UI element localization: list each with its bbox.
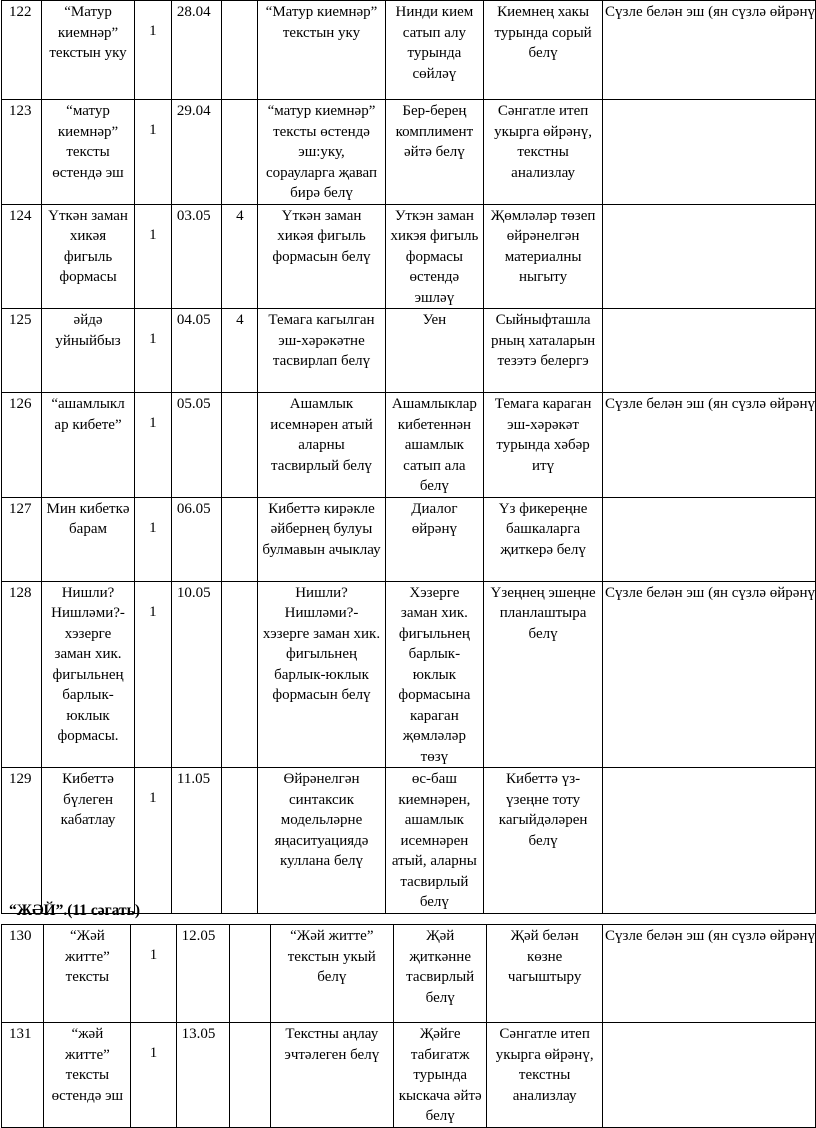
- skill-cognitive-cell: Сүзле белән эш (ян сүзлә өйрәнү: [603, 393, 816, 498]
- hours-count-cell: 1: [131, 1023, 176, 1128]
- skill-communicative-cell: Ашамлыклар кибетеннән ашамлык сатып ала белү: [385, 393, 484, 498]
- skill-cognitive-cell: [603, 497, 816, 581]
- skill-regulative-cell: Үз фикереңне башкаларга җиткерә белү: [484, 497, 603, 581]
- row-number-cell: 128: [2, 581, 42, 768]
- lesson-topic-cell: Нишли? Нишләми?- хэзерге заман хик. фигыльнең барлык- юклык формасы.: [42, 581, 135, 768]
- lesson-extra-cell: [222, 393, 258, 498]
- skill-cognitive-cell: [602, 1023, 815, 1128]
- lesson-topic-cell: әйдә уйныйбыз: [42, 309, 135, 393]
- lesson-date-cell: 12.05: [176, 925, 229, 1023]
- skill-communicative-cell: Җәй җиткәнне тасвирлый белү: [394, 925, 487, 1023]
- skill-cognitive-cell: [603, 309, 816, 393]
- lesson-content-cell: “Жәй житте” текстын укый белү: [270, 925, 394, 1023]
- table-row: [2, 581, 816, 768]
- lesson-extra-cell: [229, 1023, 270, 1128]
- lesson-topic-cell: “жәй житте” тексты өстендә эш: [44, 1023, 131, 1128]
- table-row: [2, 497, 816, 581]
- lesson-extra-cell: 4: [222, 309, 258, 393]
- lesson-date-cell: 28.04: [171, 1, 221, 100]
- lesson-date-cell: 11.05: [171, 768, 221, 914]
- hours-count-cell: 1: [134, 204, 171, 309]
- skill-communicative-cell: Бер-берең комплимент әйтә белү: [385, 100, 484, 205]
- skill-cognitive-cell: [603, 100, 816, 205]
- skill-cognitive-cell: [603, 768, 816, 914]
- lesson-content-cell: “матур киемнәр” тексты өстендә эш:уку, сорауларга җавап бирә белү: [258, 100, 385, 205]
- hours-count-cell: 1: [134, 768, 171, 914]
- lesson-topic-cell: “ашамлыкл ар кибете”: [42, 393, 135, 498]
- lesson-date-cell: 10.05: [171, 581, 221, 768]
- lesson-extra-cell: [222, 581, 258, 768]
- skill-regulative-cell: Үзеңнең эшеңне планлаштыра белү: [484, 581, 603, 768]
- skill-communicative-cell: Диалог өйрәнү: [385, 497, 484, 581]
- row-number-cell: 122: [2, 1, 42, 100]
- section-title: “ЖӘЙ”.(11 сәгать): [9, 902, 141, 919]
- hours-count-cell: 1: [134, 393, 171, 498]
- row-number-cell: 126: [2, 393, 42, 498]
- lesson-content-cell: Текстны аңлау эчтәлеген белү: [270, 1023, 394, 1128]
- row-number-cell: 125: [2, 309, 42, 393]
- skill-regulative-cell: Җөмләләр төзеп өйрәнелгән материалны ныгыту: [484, 204, 603, 309]
- lesson-date-cell: 04.05: [171, 309, 221, 393]
- skill-regulative-cell: Сыйныфташла рның хаталарын тезэтэ белергэ: [484, 309, 603, 393]
- table-row: [2, 1023, 816, 1128]
- lesson-topic-cell: Мин кибеткә барам: [42, 497, 135, 581]
- lesson-content-cell: Үткән заман хикәя фигыль формасын белү: [258, 204, 385, 309]
- table-row: [2, 768, 816, 914]
- lesson-extra-cell: 4: [222, 204, 258, 309]
- lesson-date-cell: 06.05: [171, 497, 221, 581]
- lesson-extra-cell: [229, 925, 270, 1023]
- skill-cognitive-cell: Сүзле белән эш (ян сүзлә өйрәнү: [603, 581, 816, 768]
- hours-count-cell: 1: [134, 100, 171, 205]
- skill-regulative-cell: Сәнгатле итеп укырга өйрәнү, текстны анализлау: [484, 100, 603, 205]
- row-number-cell: 124: [2, 204, 42, 309]
- lesson-topic-cell: “Матур киемнәр” текстын уку: [42, 1, 135, 100]
- row-number-cell: 127: [2, 497, 42, 581]
- skill-communicative-cell: Уен: [385, 309, 484, 393]
- hours-count-cell: 1: [134, 1, 171, 100]
- lesson-date-cell: 13.05: [176, 1023, 229, 1128]
- table-row: [2, 393, 816, 498]
- table-row: [2, 1, 816, 100]
- lesson-extra-cell: [222, 768, 258, 914]
- skill-cognitive-cell: Сүзле белән эш (ян сүзлә өйрәнү: [603, 1, 816, 100]
- lesson-date-cell: 05.05: [171, 393, 221, 498]
- lesson-topic-cell: Кибеттә бүлеген кабатлау: [42, 768, 135, 914]
- skill-communicative-cell: Җәйге табигатж турында кыскача әйтә белү: [394, 1023, 487, 1128]
- lesson-content-cell: “Матур киемнәр” текстын уку: [258, 1, 385, 100]
- row-number-cell: 130: [2, 925, 44, 1023]
- table-row: [2, 309, 816, 393]
- skill-regulative-cell: Темага караган эш-хәрәкәт турында хәбәр итү: [484, 393, 603, 498]
- lesson-topic-cell: “Жәй житте” тексты: [44, 925, 131, 1023]
- lesson-date-cell: 03.05: [171, 204, 221, 309]
- hours-count-cell: 1: [134, 497, 171, 581]
- row-number-cell: 123: [2, 100, 42, 205]
- lesson-plan-table-2: [1, 924, 816, 1128]
- skill-communicative-cell: Нинди кием сатып алу турында сөйләү: [385, 1, 484, 100]
- row-number-cell: 131: [2, 1023, 44, 1128]
- lesson-extra-cell: [222, 1, 258, 100]
- skill-communicative-cell: Уткэн заман хикэя фигыль формасы өстендә эшләү: [385, 204, 484, 309]
- table-row: [2, 925, 816, 1023]
- table-row: [2, 100, 816, 205]
- skill-regulative-cell: Киемнең хакы турында сорый белү: [484, 1, 603, 100]
- lesson-topic-cell: “матур киемнәр” тексты өстендә эш: [42, 100, 135, 205]
- lesson-content-cell: Кибеттә кирәкле әйбернең булуы булмавын ачыклау: [258, 497, 385, 581]
- hours-count-cell: 1: [134, 581, 171, 768]
- lesson-content-cell: Темага кагылган эш-хәрәкәтне тасвирлап белү: [258, 309, 385, 393]
- skill-regulative-cell: Җәй белән көзне чагыштыру: [487, 925, 603, 1023]
- lesson-extra-cell: [222, 497, 258, 581]
- table-row: [2, 204, 816, 309]
- row-number-cell: 129: [2, 768, 42, 914]
- skill-cognitive-cell: Сүзле белән эш (ян сүзлә өйрәнү: [602, 925, 815, 1023]
- hours-count-cell: 1: [131, 925, 176, 1023]
- lesson-extra-cell: [222, 100, 258, 205]
- skill-regulative-cell: Кибеттә үз- үзеңне тоту кагыйдәләрен белү: [484, 768, 603, 914]
- lesson-content-cell: Нишли? Нишләми?- хэзерге заман хик. фигыльнең барлык-юклык формасын белү: [258, 581, 385, 768]
- skill-cognitive-cell: [603, 204, 816, 309]
- skill-communicative-cell: өс-баш киемнәрен, ашамлык исемнәрен атый, аларны тасвирлый белү: [385, 768, 484, 914]
- lesson-date-cell: 29.04: [171, 100, 221, 205]
- skill-regulative-cell: Сәнгатле итеп укырга өйрәнү, текстны анализлау: [487, 1023, 603, 1128]
- lesson-content-cell: Өйрәнелгән синтаксик модельләрне яңаситуациядә куллана белү: [258, 768, 385, 914]
- lesson-content-cell: Ашамлык исемнәрен атый аларны тасвирлый белү: [258, 393, 385, 498]
- hours-count-cell: 1: [134, 309, 171, 393]
- lesson-topic-cell: Үткән заман хикәя фигыль формасы: [42, 204, 135, 309]
- skill-communicative-cell: Хэзерге заман хик. фигыльнең барлык- юклык формасына караган җөмләләр төзү: [385, 581, 484, 768]
- lesson-plan-table-1: [1, 0, 816, 914]
